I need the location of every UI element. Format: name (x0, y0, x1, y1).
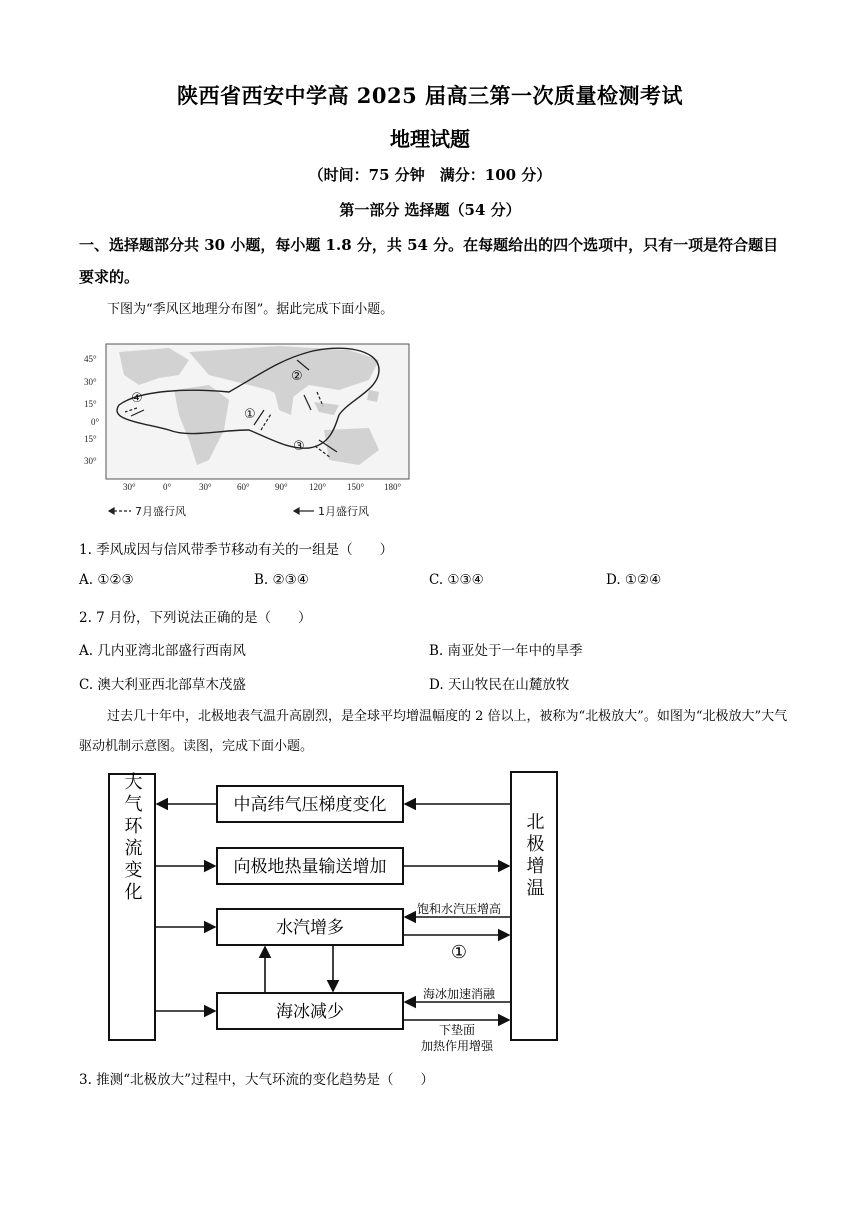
label-circle-1: ① (450, 942, 468, 963)
question-1-option-c[interactable]: C. ①③④ (429, 572, 484, 588)
question-2-option-c[interactable]: C. 澳大利亚西北部草木茂盛 (79, 677, 246, 693)
atmospheric-circulation-label: 大气环流变化 (121, 772, 143, 904)
region-marker-2: ② (291, 369, 303, 384)
label-ice-melt: 海冰加速消融 (422, 987, 496, 1001)
lon-label: 30° (123, 482, 136, 492)
group2-intro: 过去几十年中，北极地表气温升高剧烈，是全球平均增温幅度的 2 倍以上，被称为“北极放大”。如图为“北极放大”大气驱动机制示意图。读图，完成下面小题。 (79, 709, 788, 754)
label-surface-1: 下垫面 (438, 1023, 476, 1037)
time-info: （时间：75 分钟 满分：100 分） (308, 166, 552, 184)
question-3-stem: 3. 推测“北极放大”过程中，大气环流的变化趋势是（ ） (79, 1072, 434, 1088)
lon-label: 120° (309, 482, 327, 492)
lon-label: 60° (237, 482, 250, 492)
lon-label: 30° (199, 482, 212, 492)
question-2-option-b[interactable]: B. 南亚处于一年中的旱季 (429, 643, 583, 659)
group1-intro: 下图为“季风区地理分布图”。据此完成下面小题。 (107, 302, 394, 317)
lat-label: 45° (84, 354, 97, 364)
question-2-option-a[interactable]: A. 几内亚湾北部盛行西南风 (79, 643, 246, 659)
question-2-stem: 2. 7 月份，下列说法正确的是（ ） (79, 610, 312, 626)
lon-label: 0° (163, 482, 172, 492)
question-1-option-d[interactable]: D. ①②④ (606, 572, 662, 588)
lat-label: 30° (84, 377, 97, 387)
question-1-option-a[interactable]: A. ①②③ (79, 572, 134, 588)
section-instruction: 一、选择题部分共 30 小题，每小题 1.8 分，共 54 分。在每题给出的四个选项中，只有一项是符合题目要求的。 (79, 236, 779, 286)
arctic-warming-label: 北极增温 (523, 812, 545, 900)
legend-july: 7月盛行风 (135, 505, 186, 518)
label-surface-2: 加热作用增强 (420, 1039, 494, 1053)
arctic-amplification-diagram (105, 768, 565, 1058)
legend-january: 1月盛行风 (318, 505, 369, 518)
question-2-option-d[interactable]: D. 天山牧民在山麓放牧 (429, 677, 570, 693)
box-water-vapor: 水汽增多 (276, 918, 344, 938)
label-saturation: 饱和水汽压增高 (416, 902, 502, 916)
lon-label: 150° (347, 482, 365, 492)
box-pressure-gradient: 中高纬气压梯度变化 (233, 795, 387, 815)
lat-label: 15° (84, 434, 97, 444)
region-marker-4: ④ (131, 391, 143, 406)
region-marker-1: ① (244, 407, 256, 422)
exam-title: 陕西省西安中学高 2025 届高三第一次质量检测考试 (176, 83, 684, 108)
monsoon-map (79, 330, 415, 522)
part-heading: 第一部分 选择题（54 分） (339, 201, 521, 219)
exam-subtitle: 地理试题 (390, 127, 470, 151)
question-1-option-b[interactable]: B. ②③④ (254, 572, 309, 588)
region-marker-3: ③ (293, 439, 305, 454)
lon-label: 180° (384, 482, 402, 492)
question-1-stem: 1. 季风成因与信风带季节移动有关的一组是（ ） (79, 542, 394, 558)
lon-label: 90° (275, 482, 288, 492)
box-heat-transport: 向极地热量输送增加 (233, 857, 387, 877)
lat-label: 15° (84, 399, 97, 409)
lat-label: 30° (84, 456, 97, 466)
lat-label: 0° (91, 417, 100, 427)
box-sea-ice: 海冰减少 (276, 1002, 344, 1022)
